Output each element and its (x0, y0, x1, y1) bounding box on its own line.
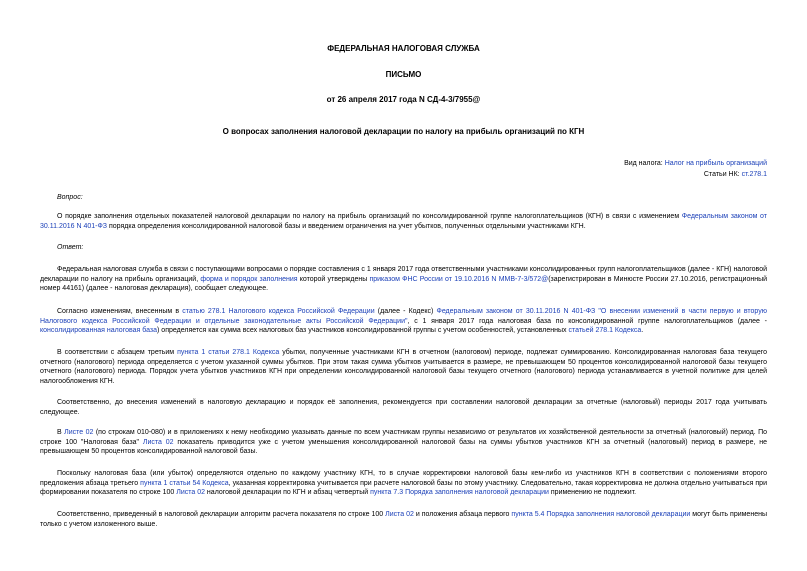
question-label: Вопрос: (57, 194, 83, 201)
document-subject: О вопросах заполнения налоговой декларации по налогу на прибыль организаций по КГН (222, 127, 585, 136)
answer-paragraph-2: Согласно изменениям, внесенным в статью 278.1 Налогового кодекса Российской Федерации (далее - Кодекс) Федеральным законом от 30.11.2016 N 401-ФЗ "О внесении изменений в части первую и вторую Налогового кодекса Российской Федерации и отдельные законодательные акты Российской Федерации", с 1 января 2017 года налоговая база по консолидированной группе налогоплательщиков (далее - консолидированная налоговая база) определяется как сумма всех налоговых баз участников консолидированной группы с учетом особенностей, установленных статьей 278.1 Кодекса. (40, 308, 768, 335)
clause-5-4-order-link[interactable]: пункта 5.4 Порядка заполнения налоговой декларации (511, 511, 691, 518)
question-paragraph: О порядке заполнения отдельных показателей налоговой декларации по налогу на прибыль организаций по консолидированной группе налогоплательщиков (КГН) в связи с изменением Федеральным законом от 30.11.2016 N 401-ФЗ порядка определения консолидированной налоговой базы и введением ограничения на учет убытков, полученных отдельными участниками КГН. (40, 213, 767, 230)
article-278-1-code-link[interactable]: статьей 278.1 Кодекса (568, 327, 642, 335)
answer-label: Ответ: (57, 244, 84, 251)
law-401-fz-full-link[interactable]: Федеральным законом от 30.11.2016 N 401-ФЗ "О внесении изменений в части первую и вторую Налогового кодекса Российской Федерации и отдельные законодательные акты Российской Федерации" (40, 308, 768, 325)
tax-article-line (704, 170, 767, 180)
document-type: ПИСЬМО (385, 70, 422, 79)
sheet-02-link-4[interactable]: Листа 02 (385, 511, 414, 518)
tax-type-link[interactable]: Налог на прибыль организаций (664, 160, 767, 167)
answer-paragraph-5: В Листе 02 (по строкам 010-080) и в приложениях к нему необходимо указывать данные по всем участникам группы независимо от результатов их хозяйственной деятельности за отчетный (налоговый) период. По строке 100 "Налоговая база" Листа 02 показатель приводится уже с учетом уменьшения консолидированной налоговой базы на суммы убытков участников КГН за отчетный (налоговый) период в размере, не превышающем 50 процентов консолидированной налоговой базы. (40, 429, 768, 456)
answer-paragraph-1: Федеральная налоговая служба в связи с поступающими вопросами о порядке составления с 1 января 2017 года ответственными участниками консолидированных групп налогоплательщиков (далее - КГН) налоговой декларации по налогу на прибыль организаций, форма и порядок заполнения которой утверждены приказом ФНС России от 19.10.2016 N ММВ-7-3/572@(зарегистрирован в Минюсте России 27.10.2016, регистрационный номер 44161) (далее - налоговая декларация), сообщает следующее. (40, 266, 768, 293)
tax-type-line (624, 159, 767, 169)
tax-article-label: Статьи НК: (703, 171, 740, 178)
sheet-02-link-2[interactable]: Листа 02 (142, 438, 174, 446)
article-278-1-link[interactable]: статью 278.1 Налогового кодекса Российской Федерации (182, 308, 375, 315)
fns-order-link[interactable]: приказом ФНС России от 19.10.2016 N ММВ-7-3/572@ (369, 275, 549, 283)
tax-article-link[interactable]: ст.278.1 (741, 171, 767, 178)
form-and-order-link[interactable]: форма и порядок заполнения (200, 275, 298, 283)
clause-1-article-54-link[interactable]: пункта 1 статьи 54 Кодекса (140, 479, 229, 487)
answer-paragraph-6: Поскольку налоговая база (или убыток) определяются отдельно по каждому участнику КГН, то в случае корректировки налоговой базы кем-либо из участников КГН в соответствии с положениями второго предложения абзаца третьего пункта 1 статьи 54 Кодекса, указанная корректировка учитывается при расчете налоговой базы по этому участнику. Следовательно, такая корректировка не должна отдельно учитываться при формировании показателя по строке 100 Листа 02 налоговой декларации по КГН и абзац четвертый пункта 7.3 Порядка заполнения налоговой декларации применению не подлежит. (40, 470, 767, 497)
consolidated-tax-base-link[interactable]: консолидированная налоговая база (40, 327, 158, 335)
clause-7-3-order-link[interactable]: пункта 7.3 Порядка заполнения налоговой декларации (370, 489, 549, 497)
answer-paragraph-4: Соответственно, до внесения изменений в налоговую декларацию и порядок её заполнения, рекомендуется при составлении налоговой декларации за отчетные (налоговый) периоды 2017 года учитывать следующее. (40, 399, 767, 416)
document-date-number: от 26 апреля 2017 года N СД-4-3/7955@ (326, 95, 481, 104)
answer-paragraph-7: Соответственно, приведенный в налоговой декларации алгоритм расчета показателя по строке 100 Листа 02 и положения абзаца первого пункта 5.4 Порядка заполнения налоговой декларации могут быть применены только с учетом изложенного выше. (40, 511, 767, 528)
issuer-title: ФЕДЕРАЛЬНАЯ НАЛОГОВАЯ СЛУЖБА (327, 44, 480, 53)
sheet-02-link-3[interactable]: Листа 02 (176, 489, 205, 497)
sheet-02-link[interactable]: Листе 02 (64, 429, 94, 436)
tax-type-label: Вид налога: (624, 160, 663, 167)
clause-1-article-278-1-link[interactable]: пункта 1 статьи 278.1 Кодекса (177, 349, 280, 356)
answer-paragraph-3: В соответствии с абзацем третьим пункта 1 статьи 278.1 Кодекса убытки, полученные участниками КГН в отчетном (налоговом) периоде, подлежат суммированию. Консолидированная налоговая база текущего отчетного (налогового) периода определяется с учетом указанной суммы убытков. При этом такая сумма убытков учитывается в размере, не превышающем 50 процентов консолидированной налоговой базы текущего отчетного (налогового) периода. Порядок учета убытков участников КГН при определении консолидированной налоговой базы текущего отчетного (налогового) периода устанавливается в учетной политике для целей налогообложения КГН. (40, 349, 767, 385)
law-401-fz-link[interactable]: Федеральным законом от 30.11.2016 N 401-ФЗ (40, 213, 767, 230)
